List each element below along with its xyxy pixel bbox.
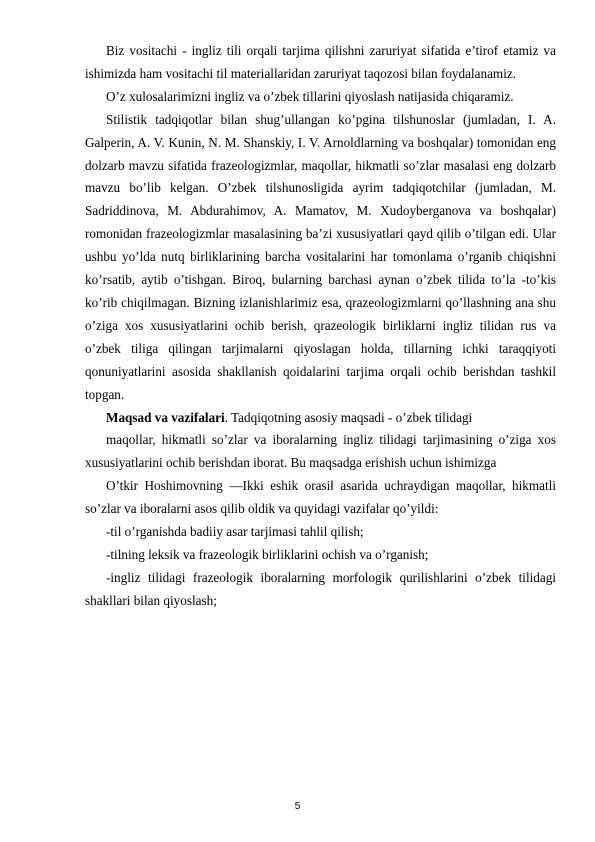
task-item-1: -til o’rganishda badiiy asar tarjimasi tahlil qilish; [106, 524, 364, 540]
paragraph-intermediary-language: Biz vositachi - ingliz tili orqali tarjima qilishni zaruriyat sifatida e’tirof etamiz va ishimizda ham vositachi til materiallaridan zaruriyat taqozosi bilan foydalanamiz. [85, 43, 556, 81]
document-body [85, 40, 556, 613]
task-item-3: -ingliz tilidagi frazeologik iboralarning morfologik qurilishlarini o’zbek tilidagi shakllari bilan qiyoslash; [85, 569, 556, 608]
paragraph-conclusions: O’z xulosalarimizni ingliz va o’zbek tillarini qiyoslash natijasida chiqaramiz. [106, 88, 514, 104]
paragraph-goal-description: maqollar, hikmatli so’zlar va iboralarning ingliz tilidagi tarjimasining o’ziga xos xususiyatlarini ochib berishdan iborat. Bu maqsadga erishish uchun ishimizga [85, 432, 556, 471]
page-number: 5 [294, 801, 301, 812]
task-item-2: -tilning leksik va frazeologik birliklarini ochish va o’rganish; [106, 546, 429, 562]
paragraph-stylistic-research: Stilistik tadqiqotlar bilan shug’ullangan ko’pgina tilshunoslar (jumladan, I. A. Galperin, A. V. Kunin, N. M. Shanskiy, I. V. Arnoldlarning va boshqalar) tomonidan eng dolzarb mavzu sifatida frazeologizmlar, maqollar, hikmatli so’zlar masalasi eng dolzarb mavzu bo’lib kelgan. O’zbek tilshunosligida ayrim tadqiqotchilar (jumladan, M. Sadriddinova, M. Abdurahimov, A. Mamatov, M. Xudoyberganova va boshqalar) romonidan frazeologizmlar masalasining ba’zi xususiyatlari qayd qilib o’tilgan edi. Ular ushbu yo’lda nutq birliklarining barcha vositalarini har tomonlama o’rganib chiqishni ko’rsatib, aytib o’tishgan. Biroq, bularning barchasi aynan o’zbek tilida to’la -to’kis ko’rib chiqilmagan. Bizning izlanishlarimiz esa, qrazeologizmlarni qo’llashning ana shu o’ziga xos xususiyatlarini ochib berish, qrazeologik birliklarni ingliz tilidan rus va o’zbek tiliga qilingan tarjimalarni qiyoslagan holda, tillarning ichki taraqqiyoti qonuniyatlarini asosida shakllanish qoidalarini tarjima orqali ochib berishdan tashkil topgan. [85, 111, 556, 402]
paragraph-goals-heading-line [85, 407, 556, 430]
paragraph-source-work: O’tkir Hoshimovning ―Ikki eshik orasi‖ asarida uchraydigan maqollar, hikmatli so’zlar va iboralarni asos qilib oldik va quyidagi vazifalar qo’yildi: [85, 478, 556, 517]
goals-heading-text: . Tadqiqotning asosiy maqsadi - o’zbek tilidagi [224, 409, 473, 425]
goals-heading: Maqsad va vazifalari [106, 409, 225, 425]
